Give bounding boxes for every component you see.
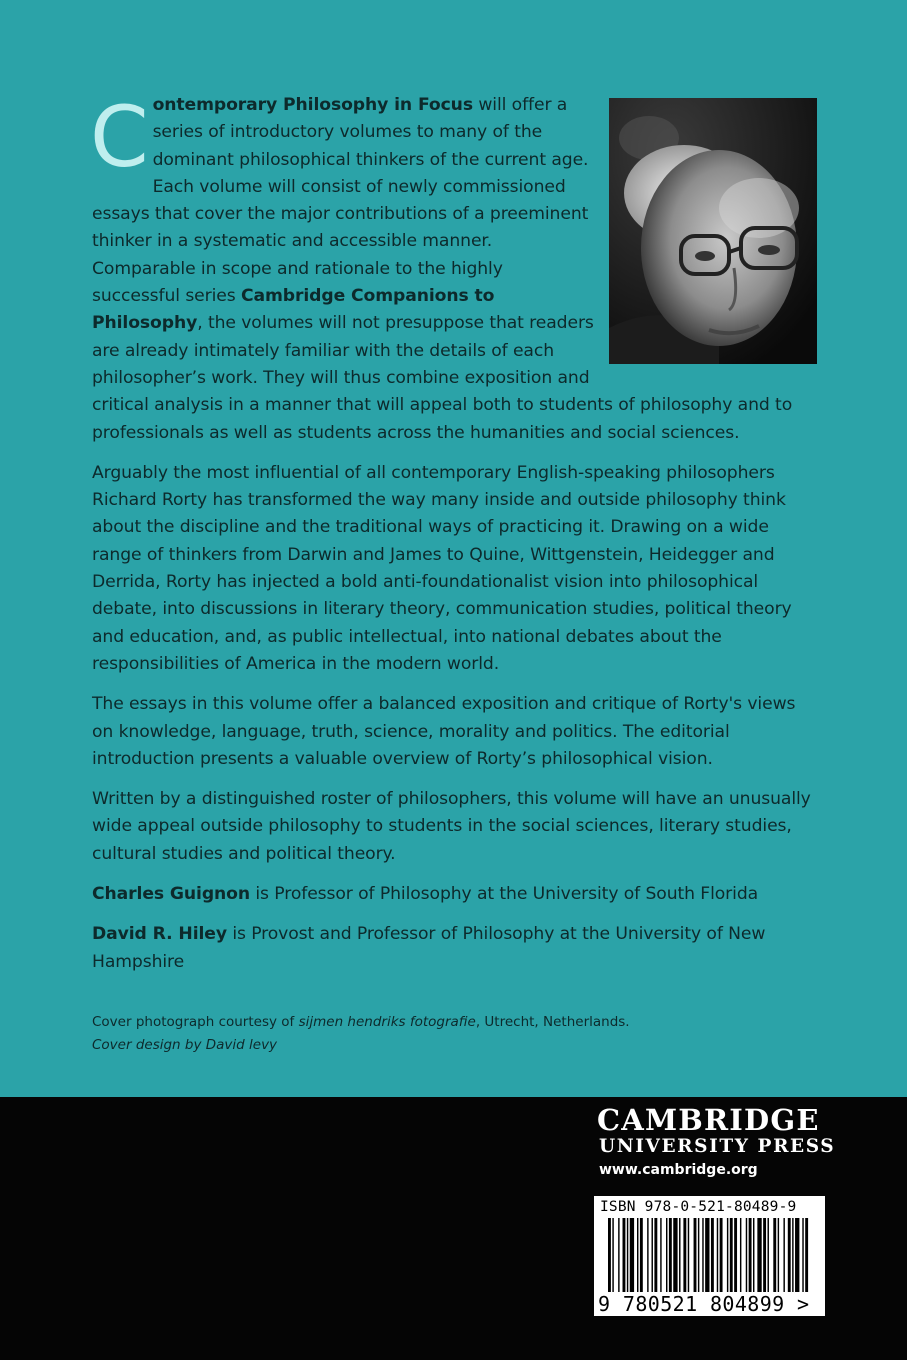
barcode-bar: [623, 1218, 626, 1292]
barcode-bar: [683, 1218, 686, 1292]
barcode: [594, 1196, 825, 1316]
barcode-bar: [666, 1218, 667, 1292]
barcode-bar: [773, 1218, 776, 1292]
barcode-bar: [805, 1218, 808, 1292]
barcode-bar: [740, 1218, 741, 1292]
barcode-bars-icon: [600, 1218, 819, 1292]
editor-name: Charles Guignon: [92, 884, 251, 905]
barcode-bar: [795, 1218, 799, 1292]
barcode-bar: [660, 1218, 661, 1292]
editor-bio: [92, 881, 817, 908]
barcode-bar: [637, 1218, 638, 1292]
barcode-bar: [654, 1218, 657, 1292]
barcode-bar: [757, 1218, 761, 1292]
publisher-url: www.cambridge.org: [599, 1162, 758, 1178]
barcode-bar: [618, 1218, 619, 1292]
series-title: ontemporary Philosophy in Focus: [152, 95, 473, 115]
barcode-bar: [783, 1218, 784, 1292]
blurb: [90, 88, 817, 989]
blurb-text: , the volumes will not presuppose that readers are already intimately familiar with the details of each philosopher’s work. They will thus combine exposition and critical analysis in a manner that will appeal both to students of philosophy and to professionals as well as students across the humanities and social sciences.: [92, 313, 793, 443]
barcode-bar: [702, 1218, 703, 1292]
barcode-bar: [630, 1218, 634, 1292]
barcode-bar: [753, 1218, 754, 1292]
barcode-bar: [768, 1218, 769, 1292]
publisher-name: CAMBRIDGE: [597, 1103, 820, 1137]
barcode-bar: [647, 1218, 648, 1292]
photo-credit: Cover photograph courtesy of sijmen hendriks fotografie, Utrecht, Netherlands.: [92, 1014, 630, 1030]
barcode-bar: [612, 1218, 613, 1292]
design-credit: Cover design by David levy: [92, 1037, 278, 1053]
editor-description: is Professor of Philosophy at the University of South Florida: [250, 884, 759, 905]
photo-source: sijmen hendriks fotografie: [298, 1014, 476, 1030]
blurb-text: will offer a series of introductory volumes to many of the dominant philosophical thinkers of the current age. Each volume will consist of newly commissioned essays that cover the major contributions of a preeminent thinker in a systematic and accessible manner. Comparable in scope and rationale to the highly successful series: [92, 95, 589, 307]
barcode-bar: [749, 1218, 752, 1292]
barcode-digits: 9 780521 804899 >: [598, 1292, 810, 1316]
barcode-bar: [730, 1218, 733, 1292]
barcode-bar: [720, 1218, 723, 1292]
barcode-bar: [778, 1218, 779, 1292]
isbn-label: ISBN 978-0-521-80489-9: [600, 1199, 797, 1215]
barcode-bar: [734, 1218, 737, 1292]
barcode-bar: [673, 1218, 677, 1292]
blurb-paragraph-3: The essays in this volume offer a balanced exposition and critique of Rorty's views on knowledge, language, truth, science, morality and politics. The editorial introduction presents a valuable overview of Rorty’s philosophical vision.: [92, 694, 796, 769]
barcode-bar: [688, 1218, 689, 1292]
author-portrait-image: [609, 98, 817, 364]
barcode-bar: [792, 1218, 793, 1292]
publisher-logo: [597, 1104, 837, 1182]
cover-credits: [92, 1011, 630, 1057]
barcode-bar: [717, 1218, 718, 1292]
blurb-paragraph-4: Written by a distinguished roster of philosophers, this volume will have an unusually wide appeal outside philosophy to students in the social sciences, literary studies, cultural studies and political theory.: [92, 789, 811, 864]
barcode-bar: [763, 1218, 766, 1292]
barcode-bar: [694, 1218, 697, 1292]
drop-cap: C: [90, 88, 149, 186]
barcode-bar: [640, 1218, 643, 1292]
barcode-bar: [698, 1218, 699, 1292]
barcode-bar: [727, 1218, 728, 1292]
barcode-bar: [711, 1218, 714, 1292]
series-reference: Cambridge Companions to Philosophy: [92, 286, 495, 334]
editor-bio: [92, 921, 817, 976]
barcode-bar: [669, 1218, 672, 1292]
barcode-bar: [679, 1218, 680, 1292]
publisher-press: UNIVERSITY PRESS: [599, 1136, 836, 1157]
editor-description: is Provost and Professor of Philosophy at the University of New Hampshire: [92, 924, 766, 972]
author-photo: [609, 98, 817, 364]
blurb-paragraph-2: Arguably the most influential of all contemporary English-speaking philosophers Richard Rorty has transformed the way many inside and outside philosophy think about the discipline and the traditional ways of practicing it. Drawing on a wide range of thinkers from Darwin and James to Quine, Wittgenstein, Heidegger and Derrida, Rorty has injected a bold anti-foundationalist vision into philosophical debate, into discussions in literary theory, communication studies, political theory and education, and, as public intellectual, into national debates about the responsibilities of America in the modern world.: [92, 462, 792, 674]
barcode-bar: [788, 1218, 791, 1292]
barcode-bar: [802, 1218, 803, 1292]
barcode-bar: [746, 1218, 747, 1292]
barcode-bar: [652, 1218, 653, 1292]
blurb-paragraph-1: [90, 88, 817, 447]
editor-name: David R. Hiley: [92, 924, 227, 945]
barcode-bar: [627, 1218, 628, 1292]
barcode-bar: [608, 1218, 611, 1292]
barcode-bar: [705, 1218, 709, 1292]
